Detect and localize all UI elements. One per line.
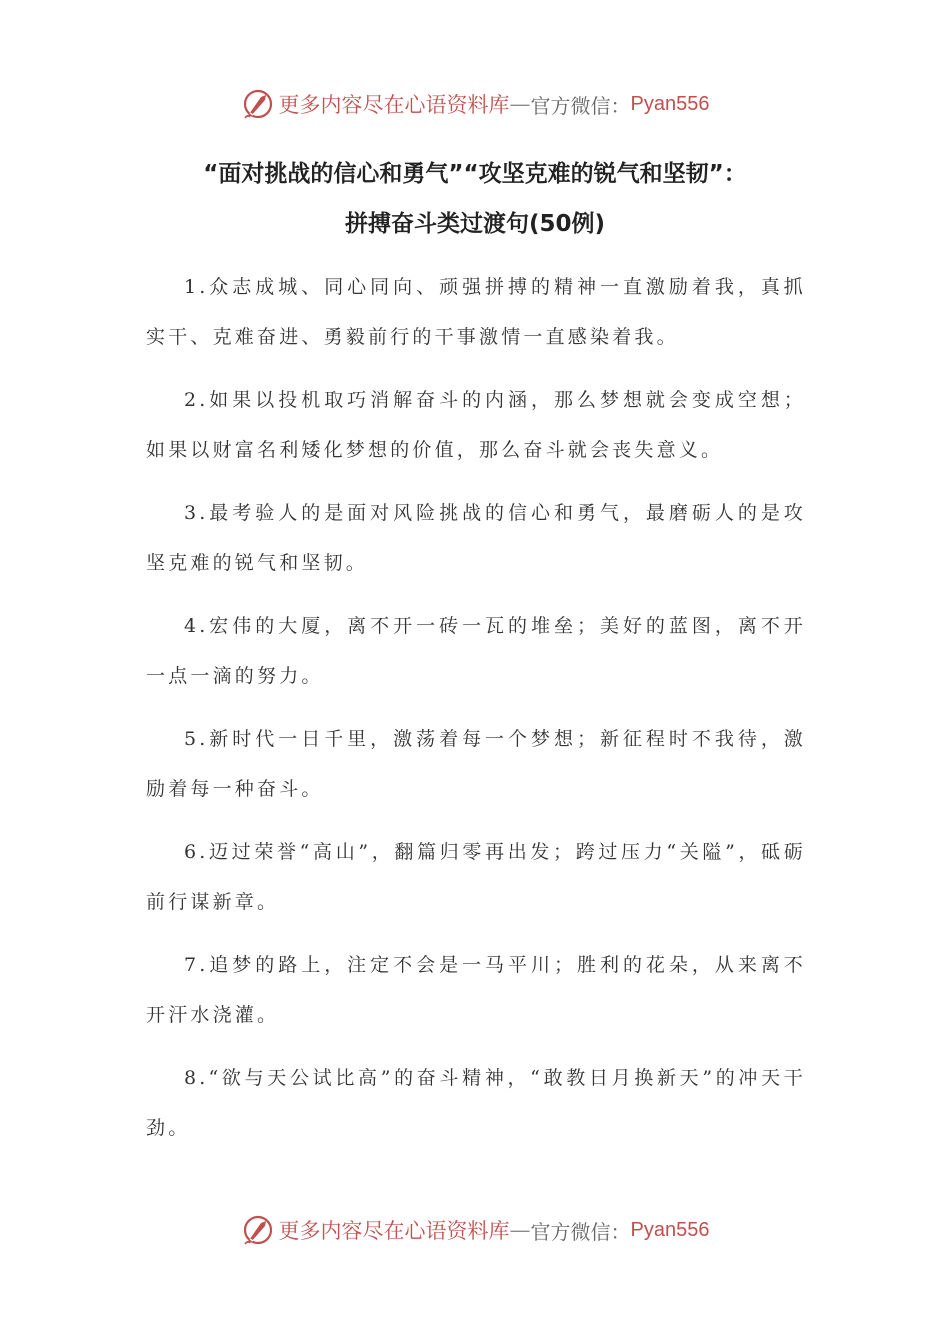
- footer-separator: —: [509, 1218, 531, 1242]
- paragraph-item-2: 2.如果以投机取巧消解奋斗的内涵，那么梦想就会变成空想；如果以财富名利矮化梦想的价值，那么奋斗就会丧失意义。: [146, 389, 806, 461]
- paragraph-item-3: 3.最考验人的是面对风险挑战的信心和勇气，最磨砺人的是攻坚克难的锐气和坚韧。: [146, 502, 806, 574]
- header-watermark: [0, 84, 950, 124]
- document-title-line-1: “面对挑战的信心和勇气”“攻坚克难的锐气和坚韧”：: [203, 161, 747, 187]
- header-wechat-handle: Pyan556: [630, 92, 710, 115]
- paragraph-item-5: 5.新时代一日千里，激荡着每一个梦想；新征程时不我待，激励着每一种奋斗。: [146, 728, 806, 800]
- header-wechat-label: 官方微信：: [530, 93, 631, 118]
- paragraph-item-1: 1.众志成城、同心同向、顽强拼搏的精神一直激励着我，真抓实干、克难奋进、勇毅前行的干事激情一直感染着我。: [146, 276, 806, 348]
- pen-logo-icon: [241, 1213, 275, 1247]
- header-separator: —: [509, 92, 531, 116]
- paragraph-item-4: 4.宏伟的大厦，离不开一砖一瓦的堆垒；美好的蓝图，离不开一点一滴的努力。: [146, 615, 806, 687]
- document-body: [146, 262, 806, 1166]
- footer-watermark: [0, 1210, 950, 1250]
- paragraph-item-6: 6.迈过荣誉“高山”，翻篇归零再出发；跨过压力“关隘”，砥砺前行谋新章。: [146, 841, 806, 913]
- paragraph-item-7: 7.追梦的路上，注定不会是一马平川；胜利的花朵，从来离不开汗水浇灌。: [146, 954, 806, 1026]
- footer-wechat-handle: Pyan556: [630, 1218, 710, 1241]
- header-brand: 更多内容尽在心语资料库: [278, 93, 510, 117]
- paragraph-item-8: 8.“欲与天公试比高”的奋斗精神，“敢教日月换新天”的冲天干劲。: [146, 1067, 806, 1139]
- pen-logo-icon: [241, 87, 275, 121]
- document-title-line-2: 拼搏奋斗类过渡句(50例): [344, 211, 606, 237]
- footer-brand: 更多内容尽在心语资料库: [278, 1219, 510, 1243]
- footer-wechat-label: 官方微信：: [530, 1219, 631, 1244]
